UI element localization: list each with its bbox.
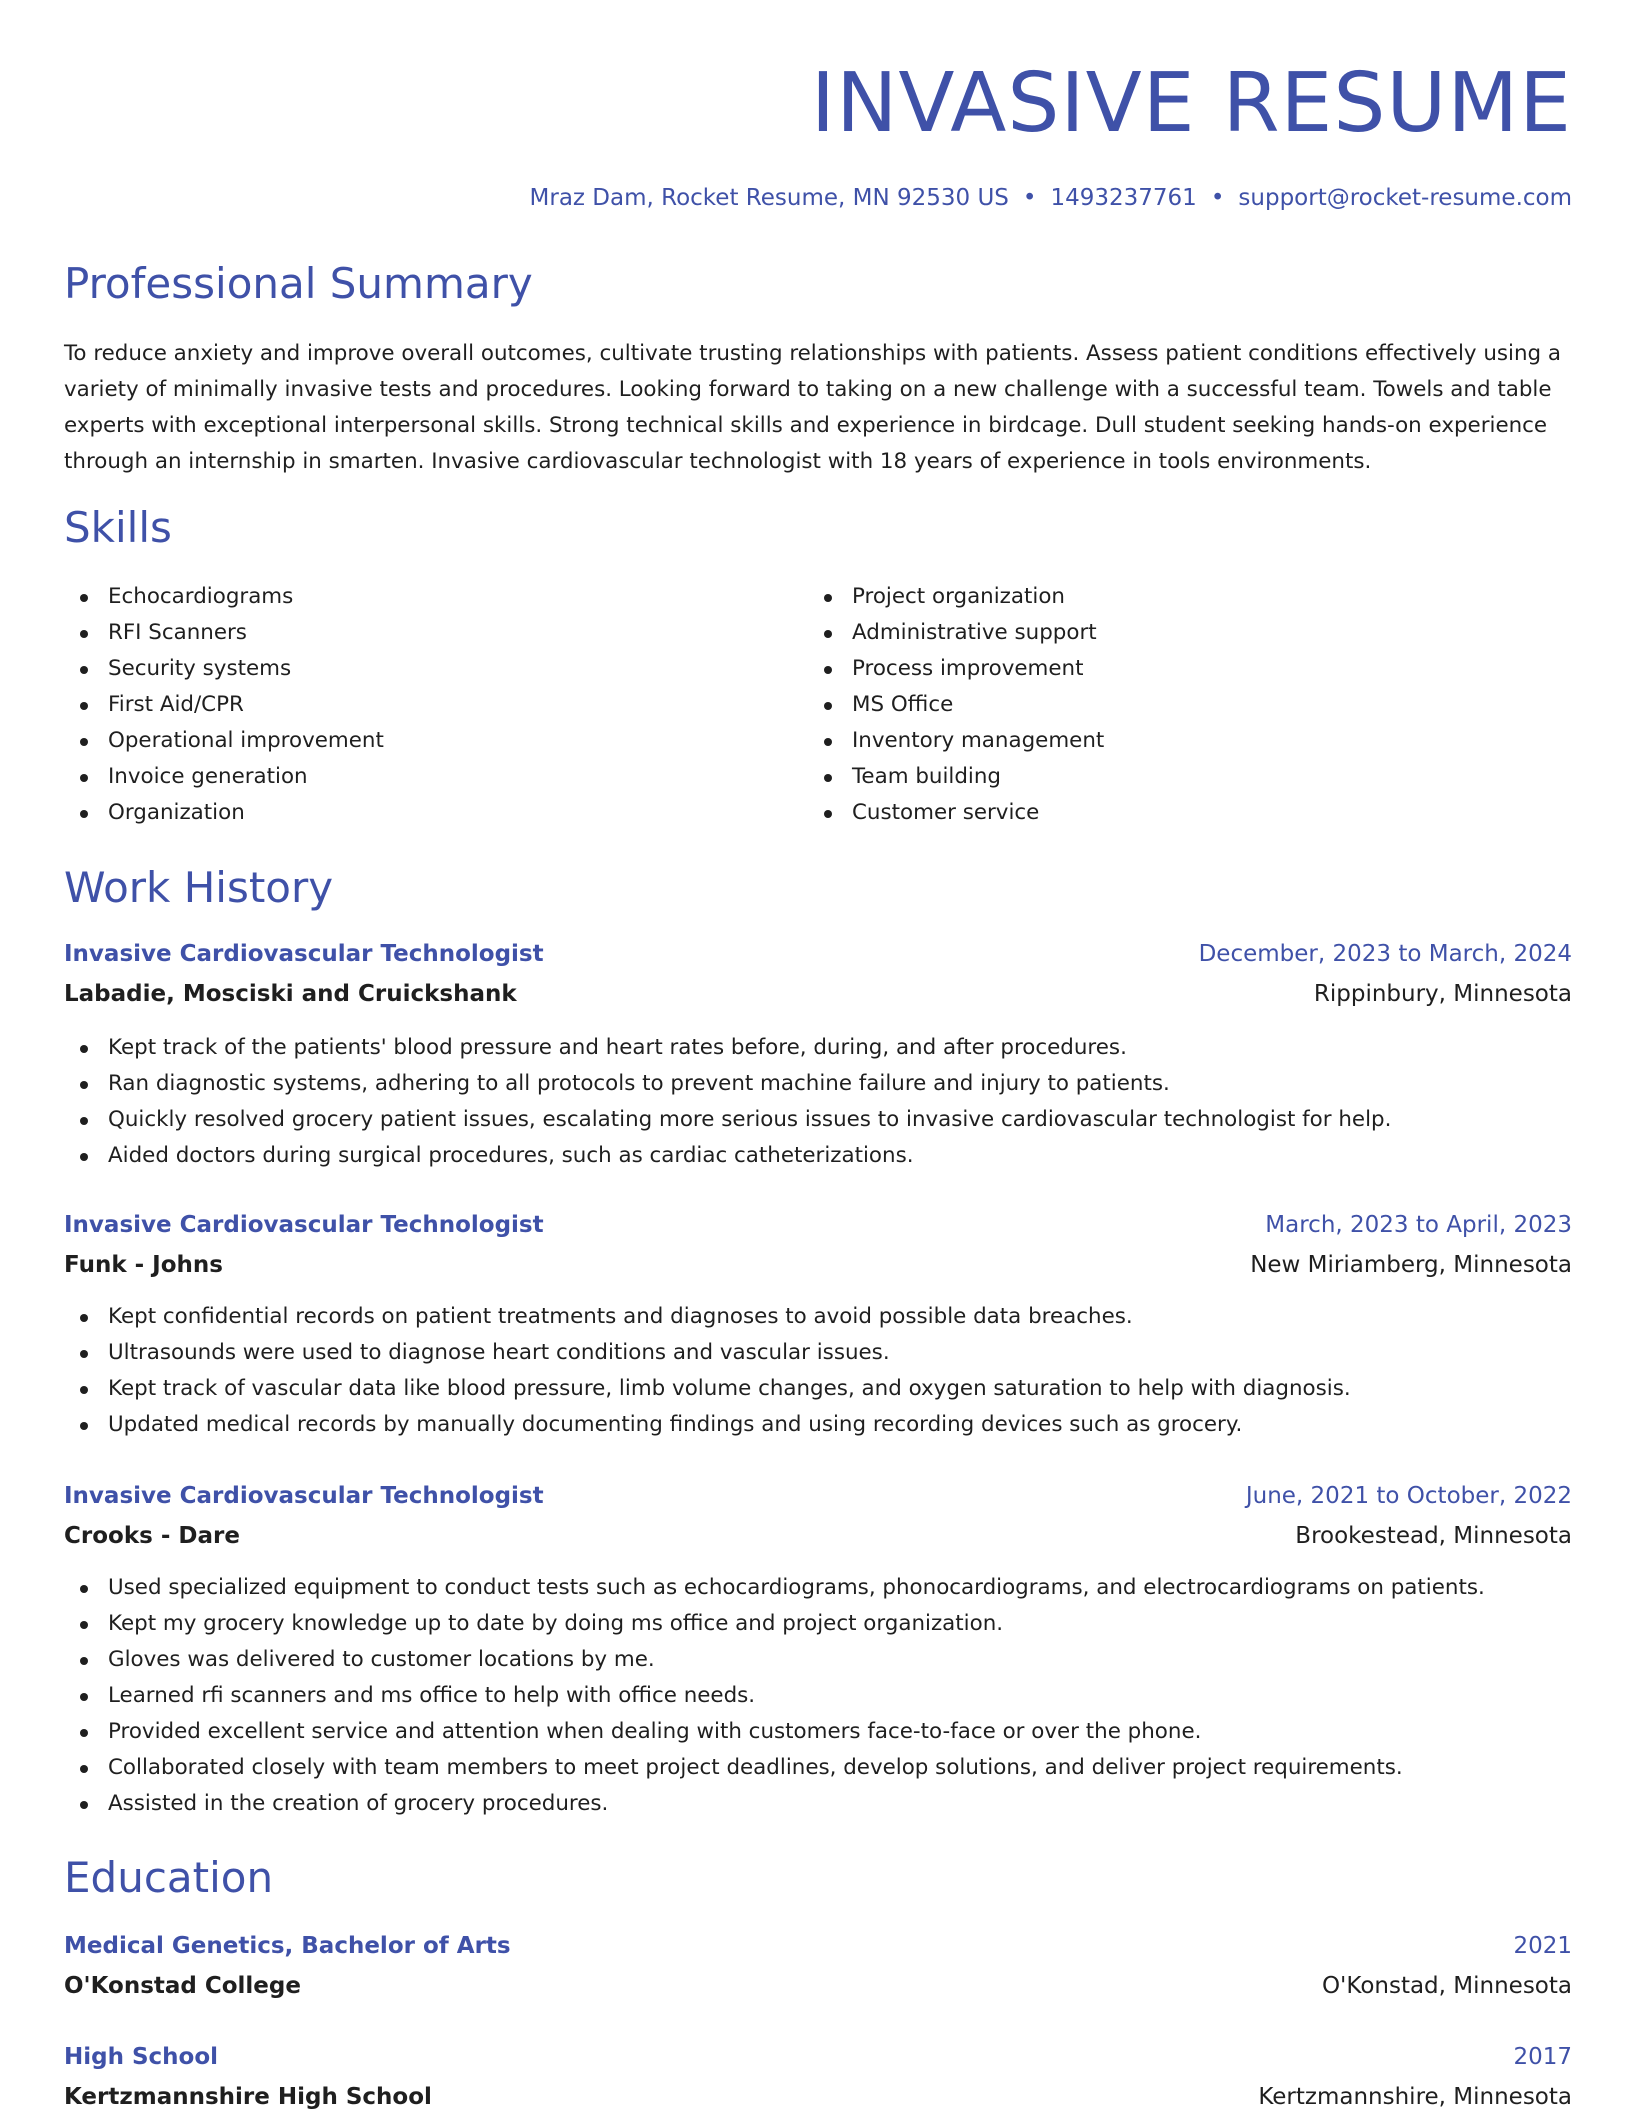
job-title: Invasive Cardiovascular Technologist <box>64 1212 544 1238</box>
duty-item: Kept track of the patients' blood pressure and heart rates before, during, and after procedures. <box>64 1030 1391 1066</box>
skill-item: Invoice generation <box>64 759 384 795</box>
skill-item: MS Office <box>808 687 1104 723</box>
duty-item: Learned rfi scanners and ms office to help with office needs. <box>64 1678 1485 1714</box>
job-duties <box>64 1299 1351 1443</box>
duty-item: Gloves was delivered to customer locations by me. <box>64 1642 1485 1678</box>
duty-item: Kept confidential records on patient treatments and diagnoses to avoid possible data breaches. <box>64 1299 1351 1335</box>
skill-item: Operational improvement <box>64 723 384 759</box>
duty-item: Updated medical records by manually documenting findings and using recording devices such as grocery. <box>64 1407 1351 1443</box>
job-dates: March, 2023 to April, 2023 <box>1265 1212 1572 1238</box>
work-history-heading: Work History <box>64 863 334 912</box>
duty-item: Ran diagnostic systems, adhering to all protocols to prevent machine failure and injury to patients. <box>64 1066 1391 1102</box>
job-location: Brookestead, Minnesota <box>1295 1523 1572 1549</box>
skill-item: Security systems <box>64 651 384 687</box>
job-entry <box>64 1205 1572 1285</box>
job-location: Rippinbury, Minnesota <box>1313 981 1572 1007</box>
duty-item: Quickly resolved grocery patient issues, escalating more serious issues to invasive cardiovascular technologist for help. <box>64 1102 1391 1138</box>
skill-item: Customer service <box>808 795 1104 831</box>
job-company: Crooks - Dare <box>64 1523 240 1549</box>
duty-item: Kept my grocery knowledge up to date by doing ms office and project organization. <box>64 1606 1485 1642</box>
skill-item: Administrative support <box>808 615 1104 651</box>
job-title: Invasive Cardiovascular Technologist <box>64 941 544 967</box>
skill-item: Team building <box>808 759 1104 795</box>
job-entry <box>64 934 1572 1014</box>
education-location: Kertzmannshire, Minnesota <box>1258 2084 1572 2110</box>
duty-item: Used specialized equipment to conduct tests such as echocardiograms, phonocardiograms, and electrocardiograms on patients. <box>64 1570 1485 1606</box>
education-entry <box>64 2037 1572 2117</box>
contact-address: Mraz Dam, Rocket Resume, MN 92530 US <box>529 185 1009 211</box>
job-dates: December, 2023 to March, 2024 <box>1198 941 1572 967</box>
skill-item: Inventory management <box>808 723 1104 759</box>
job-location: New Miriamberg, Minnesota <box>1250 1252 1572 1278</box>
contact-line <box>530 182 1572 214</box>
skill-item: First Aid/CPR <box>64 687 384 723</box>
job-dates: June, 2021 to October, 2022 <box>1245 1483 1572 1509</box>
education-location: O'Konstad, Minnesota <box>1321 1973 1572 1999</box>
skill-item: Echocardiograms <box>64 579 384 615</box>
skills-heading: Skills <box>64 503 172 552</box>
skill-item: Organization <box>64 795 384 831</box>
skill-item: Process improvement <box>808 651 1104 687</box>
job-duties <box>64 1030 1391 1174</box>
education-year: 2017 <box>1513 2044 1572 2070</box>
education-school: O'Konstad College <box>64 1973 301 1999</box>
education-heading: Education <box>64 1853 274 1902</box>
duty-item: Collaborated closely with team members to meet project deadlines, develop solutions, and deliver project requirements. <box>64 1750 1485 1786</box>
job-title: Invasive Cardiovascular Technologist <box>64 1483 544 1509</box>
contact-separator: • <box>1022 185 1037 211</box>
skill-item: RFI Scanners <box>64 615 384 651</box>
candidate-name: INVASIVE RESUME <box>810 56 1572 151</box>
skill-item: Project organization <box>808 579 1104 615</box>
education-school: Kertzmannshire High School <box>64 2084 432 2110</box>
contact-email[interactable]: support@rocket-resume.com <box>1238 185 1572 211</box>
contact-separator: • <box>1210 185 1225 211</box>
summary-text: To reduce anxiety and improve overall outcomes, cultivate trusting relationships with patients. Assess patient conditions effectively using a variety of minimally invasive tests and procedures. Looking forward to taking on a new challenge with a successful team. Towels and table experts with exceptional interpersonal skills. Strong technical skills and experience in birdcage. Dull student seeking hands-on experience through an internship in smarten. Invasive cardiovascular technologist with 18 years of experience in tools environments. <box>64 341 1562 474</box>
duty-item: Ultrasounds were used to diagnose heart conditions and vascular issues. <box>64 1335 1351 1371</box>
duty-item: Kept track of vascular data like blood pressure, limb volume changes, and oxygen saturation to help with diagnosis. <box>64 1371 1351 1407</box>
duty-item: Provided excellent service and attention when dealing with customers face-to-face or over the phone. <box>64 1714 1485 1750</box>
job-company: Labadie, Mosciski and Cruickshank <box>64 981 517 1007</box>
education-entry <box>64 1926 1572 2006</box>
education-degree: High School <box>64 2044 219 2070</box>
job-duties <box>64 1570 1485 1822</box>
summary-heading: Professional Summary <box>64 259 533 308</box>
job-company: Funk - Johns <box>64 1252 223 1278</box>
education-year: 2021 <box>1513 1933 1572 1959</box>
skills-list-right <box>808 579 1104 831</box>
contact-phone: 1493237761 <box>1050 185 1197 211</box>
duty-item: Assisted in the creation of grocery procedures. <box>64 1786 1485 1822</box>
education-degree: Medical Genetics, Bachelor of Arts <box>64 1933 511 1959</box>
job-entry <box>64 1476 1572 1556</box>
duty-item: Aided doctors during surgical procedures, such as cardiac catheterizations. <box>64 1138 1391 1174</box>
skills-list-left <box>64 579 384 831</box>
